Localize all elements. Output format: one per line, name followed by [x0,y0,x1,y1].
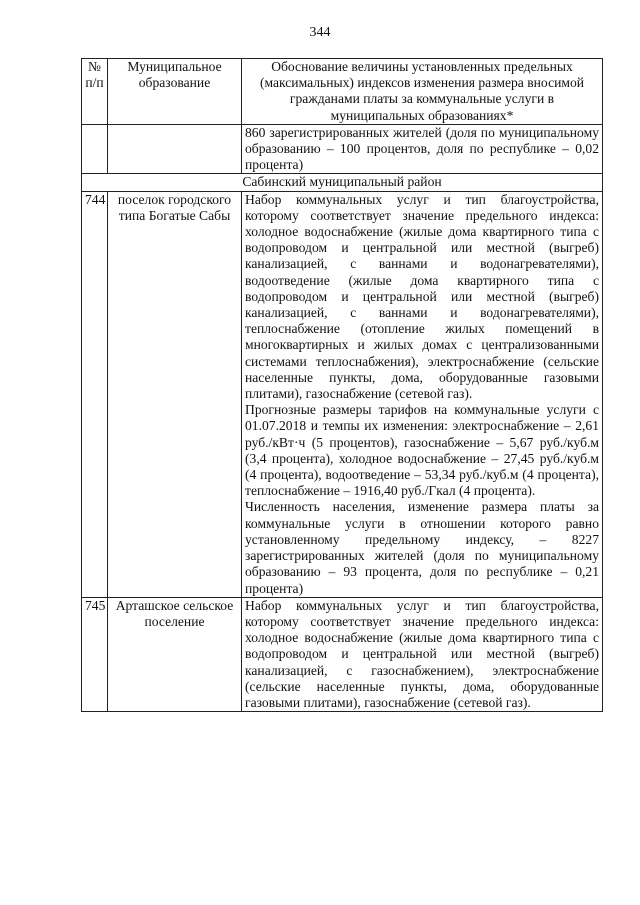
table-header-row [82,59,603,125]
row-num: 745 [82,597,108,711]
continuation-num-cell [82,124,108,174]
region-row [82,174,603,191]
row-justification [242,597,603,711]
page-number: 344 [309,25,331,40]
continuation-row [82,124,603,174]
row-municipality: поселок городского типа Богатые Сабы [108,191,242,597]
table-row [82,191,603,597]
tariff-justification-table [81,58,603,712]
continuation-municipality-cell [108,124,242,174]
justification-paragraph: Численность населения, изменение размера платы за коммунальные услуги в отношении которого равно установленному предельному индексу, – 8227 зарегистрированных жителей (доля по муниципальному образованию – 93 процента, доля по республике – 0,21 процента) [245,499,599,596]
table-row [82,597,603,711]
continuation-text: 860 зарегистрированных жителей (доля по муниципальному образованию – 100 процентов, доля по республике – 0,02 процента) [242,124,603,174]
header-municipality: Муниципальное образование [108,59,242,125]
justification-paragraph: Прогнозные размеры тарифов на коммунальные услуги с 01.07.2018 и темпы их изменения: электроснабжение – 2,61 руб./кВт·ч (5 процентов), газоснабжение – 5,67 руб./куб.м (3,4 процента), холодное водоснабжение – 27,45 руб./куб.м (4 процента), водоотведение – 53,34 руб./куб.м (4 процента), теплоснабжение – 1916,40 руб./Гкал (4 процента). [245,402,599,499]
header-num: № п/п [82,59,108,125]
header-justification: Обоснование величины установленных предельных (максимальных) индексов изменения размера вносимой гражданами платы за коммунальные услуги в муниципальных образованиях* [242,59,603,125]
region-title: Сабинский муниципальный район [82,174,603,191]
justification-paragraph: Набор коммунальных услуг и тип благоустройства, которому соответствует значение предельного индекса: холодное водоснабжение (жилые дома квартирного типа с водопроводом и центральной или местной (выгреб) канализацией, с газоснабжением), электроснабжение (сельские населенные пункты, дома, оборудованные газовыми плитами), газоснабжение (сетевой газ). [245,597,599,710]
justification-paragraph: Набор коммунальных услуг и тип благоустройства, которому соответствует значение предельного индекса: холодное водоснабжение (жилые дома квартирного типа с водопроводом и центральной или местной (выгреб) канализацией, с ваннами и водонагревателями), водоотведение (жилые дома квартирного типа с водопроводом и центральной или местной (выгреб) канализацией, с ваннами и водонагревателями), теплоснабжение (отопление жилых помещений в многоквартирных и жилых домах с централизованными системами теплоснабжения), электроснабжение (сельские населенные пункты, дома, оборудованные газовыми плитами), газоснабжение (сетевой газ). [245,191,599,402]
row-municipality: Арташское сельское поселение [108,597,242,711]
row-justification [242,191,603,597]
row-num: 744 [82,191,108,597]
